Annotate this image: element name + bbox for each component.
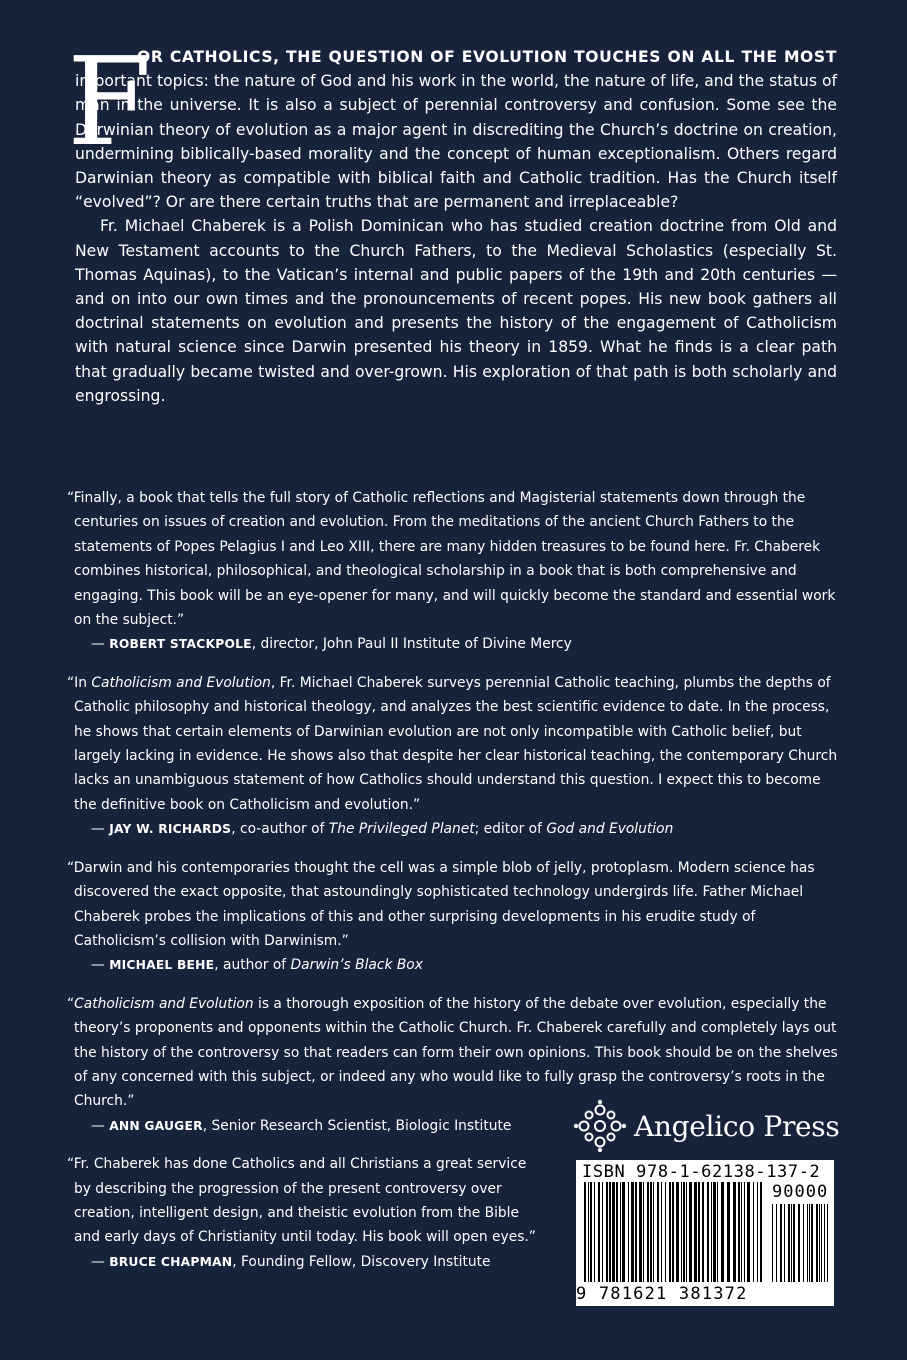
- barcode-bar: [717, 1182, 718, 1282]
- intro-lead-caps: OR CATHOLICS, THE QUESTION OF EVOLUTION TOUCHES ON ALL THE MOST: [137, 48, 837, 66]
- review-attribution: — JAY W. RICHARDS, co-author of The Privileged Planet; editor of God and Evolution: [91, 821, 674, 838]
- barcode-addon-bar: [776, 1204, 777, 1282]
- barcode-bar: [760, 1182, 762, 1282]
- reviewer-name: MICHAEL BEHE: [109, 958, 215, 973]
- barcode-bar: [672, 1182, 674, 1282]
- barcode-bar: [635, 1182, 637, 1282]
- barcode-bar: [622, 1182, 625, 1282]
- barcode-bar: [639, 1182, 642, 1282]
- barcode-bar: [744, 1182, 745, 1282]
- review-quote: “Darwin and his contemporaries thought the cell was a simple blob of jelly, protoplasm. Modern science has discovered the exact opposite, that astoundingly sophisticated technology undergirds life. Father Michael Chaberek probes the implications of this and other surprising developments in his erudite study of Catholicism’s collision with Darwinism.”: [67, 859, 815, 949]
- barcode-addon-bar: [793, 1204, 795, 1282]
- barcode-bar: [657, 1182, 659, 1282]
- review-behe: [67, 856, 839, 978]
- barcode-bar: [713, 1182, 716, 1282]
- barcode-bar: [683, 1182, 685, 1282]
- barcode-addon-bar: [780, 1204, 782, 1282]
- review-stackpole: [67, 486, 839, 657]
- barcode-bar: [588, 1182, 589, 1282]
- barcode-addon-bar: [803, 1204, 804, 1282]
- barcode-bar: [612, 1182, 615, 1282]
- barcode-bar: [753, 1182, 754, 1282]
- publisher-logo: [572, 1098, 842, 1158]
- barcode-addon-bar: [819, 1204, 820, 1282]
- publisher-name: Angelico Press: [634, 1110, 840, 1143]
- intro-paragraph-2: Fr. Michael Chaberek is a Polish Dominican who has studied creation doctrine from Old and New Testament accounts to the Church Fathers, to the Medieval Scholastics (especially St. Thomas Aquinas), to the Vatican’s internal and public papers of the 19th and 20th centuries — and on into our own times and the pronouncements of recent popes. His new book gathers all doctrinal statements on evolution and presents the history of the engagement of Catholicism with natural science since Darwin presented his theory in 1859. What he finds is a clear path that gradually became twisted and over-grown. His exploration of that path is both scholarly and engrossing.: [75, 217, 837, 405]
- review-quote: “In Catholicism and Evolution, Fr. Michael Chaberek surveys perennial Catholic teaching, plumbs the depths of Catholic philosophy and historical theology, and analyzes the best scientific evidence to date. In the process, he shows that certain elements of Darwinian evolution are not only incompatible with Catholic belief, but largely lacking in evidence. He shows also that despite her clear historical teaching, the contemporary Church lacks an unambiguous statement of how Catholics should understand this question. I expect this to become the definitive book on Catholicism and evolution.”: [67, 674, 838, 813]
- barcode-bar: [669, 1182, 671, 1282]
- barcode-addon-bar: [811, 1204, 813, 1282]
- barcode-bar: [602, 1182, 603, 1282]
- intro-paragraph-1-text: important topics: the nature of God and his work in the world, the nature of life, and the status of man in the universe. It is also a subject of perennial controversy and confusion. Some see the Darwinian theory of evolution as a major agent in discrediting the Church’s doctrine on creation, undermining biblically-based morality and the concept of human exceptionalism. Others regard Darwinian theory as compatible with biblical faith and Catholic tradition. Has the Church itself “evolved”? Or are there certain truths that are permanent and irreplaceable?: [75, 72, 837, 212]
- barcode-bar: [628, 1182, 629, 1282]
- reviewer-name: JAY W. RICHARDS: [109, 822, 232, 837]
- barcode-bar: [594, 1182, 595, 1282]
- review-quote: “Catholicism and Evolution is a thorough exposition of the history of the debate over evolution, especially the theory’s proponents and opponents within the Catholic Church. Fr. Chaberek carefully and completely lays out the history of the controversy so that readers can form their own opinions. This book should be on the shelves of any concerned with this subject, or indeed any who would like to fully grasp the controversy’s roots in the Church.”: [67, 995, 838, 1110]
- barcode-bar: [689, 1182, 692, 1282]
- intro-blurb: [67, 31, 837, 408]
- reviewer-name: ROBERT STACKPOLE: [109, 637, 252, 652]
- review-attribution: — ANN GAUGER, Senior Research Scientist, Biologic Institute: [91, 1117, 512, 1134]
- barcode-addon-bar: [809, 1204, 810, 1282]
- barcode-bar: [606, 1182, 608, 1282]
- barcode-bar: [702, 1182, 704, 1282]
- barcode-bar: [741, 1182, 742, 1282]
- barcode-addon-bar: [816, 1204, 818, 1282]
- reviewer-name: BRUCE CHAPMAN: [109, 1254, 233, 1269]
- review-quote: “Fr. Chaberek has done Catholics and all Christians a great service by describing the progression of the present controversy over creation, intelligent design, and theistic evolution from the Bible and early days of Christianity until today. His book will open eyes.”: [67, 1156, 536, 1246]
- barcode-bar: [681, 1182, 682, 1282]
- barcode-addon-bar: [784, 1204, 785, 1282]
- barcode-bar: [665, 1182, 666, 1282]
- barcode-bar: [631, 1182, 634, 1282]
- barcode-addon-bar: [821, 1204, 822, 1282]
- barcode-bar: [650, 1182, 652, 1282]
- barcode-addon-bar: [788, 1204, 790, 1282]
- intro-paragraph-1: [75, 45, 837, 214]
- barcode-bar: [584, 1182, 586, 1282]
- barcode-bar: [590, 1182, 592, 1282]
- barcode-bar: [727, 1182, 730, 1282]
- barcode-bar: [698, 1182, 700, 1282]
- barcode-addon-bar: [772, 1204, 773, 1282]
- reviewer-name: ANN GAUGER: [109, 1118, 203, 1133]
- review-attribution: — BRUCE CHAPMAN, Founding Fellow, Discovery Institute: [91, 1253, 491, 1270]
- barcode-bar: [694, 1182, 697, 1282]
- barcode-addon-bar: [824, 1204, 825, 1282]
- barcode-bar: [686, 1182, 687, 1282]
- barcode-bar: [757, 1182, 758, 1282]
- barcode-bar: [616, 1182, 618, 1282]
- barcode-bar: [711, 1182, 712, 1282]
- drop-cap: F: [67, 31, 152, 173]
- barcode-bar: [653, 1182, 654, 1282]
- review-attribution: — ROBERT STACKPOLE, director, John Paul II Institute of Divine Mercy: [91, 636, 572, 653]
- barcode-bar: [609, 1182, 611, 1282]
- barcode-addon-bar: [827, 1204, 828, 1282]
- barcode-bar: [598, 1182, 600, 1282]
- review-attribution: — MICHAEL BEHE, author of Darwin’s Black Box: [91, 957, 423, 974]
- barcode-ean-number: 9 781621 381372: [576, 1284, 748, 1304]
- barcode-bar: [738, 1182, 740, 1282]
- barcode-addon-bar: [791, 1204, 792, 1282]
- review-quote: “Finally, a book that tells the full story of Catholic reflections and Magisterial statements down through the centuries on issues of creation and evolution. From the meditations of the ancient Church Fathers to the statements of Popes Pelagius I and Leo XIII, there are many hidden treasures to be found here. Fr. Chaberek combines historical, philosophical, and theological scholarship in a book that is both comprehensive and engaging. This book will be an eye-opener for many, and will quickly become the standard and essential work on the subject.”: [67, 490, 836, 629]
- barcode-bar: [733, 1182, 736, 1282]
- barcode-addon-number: 90000: [772, 1182, 829, 1202]
- cross-flower-icon: [572, 1098, 628, 1154]
- barcode-bar: [676, 1182, 679, 1282]
- barcode-addon-bar: [798, 1204, 800, 1282]
- review-richards: [67, 671, 839, 842]
- barcode-bar: [707, 1182, 709, 1282]
- barcode-bar: [661, 1182, 662, 1282]
- barcode-bar: [747, 1182, 750, 1282]
- barcode-addon-bar: [807, 1204, 808, 1282]
- isbn-barcode: [576, 1160, 834, 1306]
- barcode-bar: [721, 1182, 724, 1282]
- barcode-bar: [647, 1182, 649, 1282]
- barcode-bar: [643, 1182, 644, 1282]
- isbn-label: ISBN 978-1-62138-137-2: [582, 1162, 821, 1182]
- barcode-bar: [620, 1182, 621, 1282]
